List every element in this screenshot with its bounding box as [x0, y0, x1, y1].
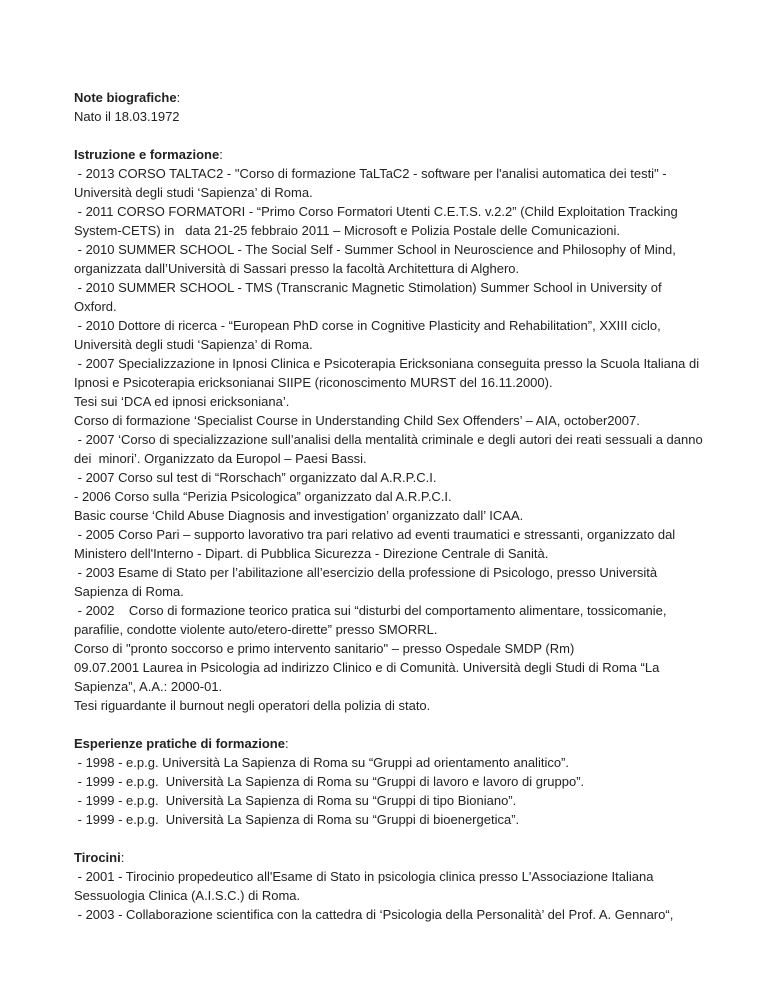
- heading-colon: :: [219, 147, 223, 162]
- text-line: - 2007 Corso sul test di “Rorschach” organizzato dal A.R.P.C.I.: [74, 470, 437, 485]
- text-line: - 1998 - e.p.g. Università La Sapienza di Roma su “Gruppi ad orientamento analitico”.: [74, 755, 569, 770]
- text-line: Nato il 18.03.1972: [74, 109, 180, 124]
- section-heading-text: Tirocini: [74, 850, 121, 865]
- section-heading-text: Istruzione e formazione: [74, 147, 220, 162]
- text-line: - 2003 - Collaborazione scientifica con la cattedra di ‘Psicologia della Personalità’ del Prof. A. Gennaro“,: [74, 907, 674, 922]
- text-line: - 1999 - e.p.g. Università La Sapienza di Roma su “Gruppi di tipo Bioniano”.: [74, 793, 517, 808]
- text-line: - 2007 ‘Corso di specializzazione sull’analisi della mentalità criminale e degli autori dei reati sessuali a danno dei minori’. Organizzato da Europol – Paesi Bassi.: [74, 432, 707, 466]
- text-line: - 2003 Esame di Stato per l’abilitazione all’esercizio della professione di Psicologo, presso Università Sapienza di Roma.: [74, 565, 661, 599]
- text-line: Tesi riguardante il burnout negli operatori della polizia di stato.: [74, 698, 431, 713]
- text-line: Corso di "pronto soccorso e primo intervento sanitario" – presso Ospedale SMDP (Rm): [74, 641, 575, 656]
- text-line: - 2006 Corso sulla “Perizia Psicologica” organizzato dal A.R.P.C.I.: [74, 489, 452, 504]
- section-heading: [74, 88, 704, 107]
- text-line: - 2010 SUMMER SCHOOL - TMS (Transcranic Magnetic Stimolation) Summer School in University of Oxford.: [74, 280, 666, 314]
- section-tirocini: [74, 848, 704, 924]
- section-esperienze-pratiche-di-formazione: [74, 734, 704, 829]
- text-line: - 2001 - Tirocinio propedeutico all'Esame di Stato in psicologia clinica presso L'Associazione Italiana Sessuologia Clinica (A.I.S.C.) di Roma.: [74, 869, 658, 903]
- text-line: Tesi sui ‘DCA ed ipnosi ericksoniana’.: [74, 394, 290, 409]
- text-line: - 1999 - e.p.g. Università La Sapienza di Roma su “Gruppi di lavoro e lavoro di gruppo”.: [74, 774, 585, 789]
- text-line: - 1999 - e.p.g. Università La Sapienza di Roma su “Gruppi di bioenergetica”.: [74, 812, 520, 827]
- section-note-biografiche: [74, 88, 704, 126]
- section-heading: [74, 734, 704, 753]
- text-line: - 2002 Corso di formazione teorico pratica sui “disturbi del comportamento alimentare, tossicomanie, parafilie, condotte violente auto/etero-dirette” presso SMORRL.: [74, 603, 671, 637]
- text-line: - 2011 CORSO FORMATORI - “Primo Corso Formatori Utenti C.E.T.S. v.2.2” (Child Exploitation Tracking System-CETS) in data 21-25 febbraio 2011 – Microsoft e Polizia Postale delle Comunicazioni.: [74, 204, 682, 238]
- section-heading: [74, 848, 704, 867]
- text-line: - 2010 SUMMER SCHOOL - The Social Self - Summer School in Neuroscience and Philosophy of Mind, organizzata dall’Università di Sassari presso la facoltà Architettura di Alghero.: [74, 242, 680, 276]
- text-line: 09.07.2001 Laurea in Psicologia ad indirizzo Clinico e di Comunità. Università degli Studi di Roma “La Sapienza”, A.A.: 2000-01.: [74, 660, 663, 694]
- section-istruzione-e-formazione: [74, 145, 707, 715]
- text-line: - 2007 Specializzazione in Ipnosi Clinica e Psicoterapia Ericksoniana conseguita presso la Scuola Italiana di Ipnosi e Psicoterapia ericksonianai SIIPE (riconoscimento MURST del 16.11.2000).: [74, 356, 703, 390]
- section-heading-text: Esperienze pratiche di formazione: [74, 736, 285, 751]
- heading-colon: :: [176, 90, 181, 105]
- document-page: [74, 88, 707, 943]
- section-heading-text: Note biografiche: [74, 90, 177, 105]
- section-heading: [74, 145, 704, 164]
- text-line: - 2010 Dottore di ricerca - “European PhD corse in Cognitive Plasticity and Rehabilitation”, XXIII ciclo, Università degli studi ‘Sapienza’ di Roma.: [74, 318, 665, 352]
- text-line: - 2005 Corso Pari – supporto lavorativo tra pari relativo ad eventi traumatici e stressanti, organizzato dal Ministero dell'Interno - Dipart. di Pubblica Sicurezza - Direzione Centrale di Sanità.: [74, 527, 679, 561]
- text-line: - 2013 CORSO TALTAC2 - "Corso di formazione TaLTaC2 - software per l'analisi automatica dei testi" - Università degli studi ‘Sapienza’ di Roma.: [74, 166, 671, 200]
- heading-colon: :: [284, 736, 289, 751]
- text-line: Basic course ‘Child Abuse Diagnosis and investigation’ organizzato dall’ ICAA.: [74, 508, 524, 523]
- heading-colon: :: [120, 850, 125, 865]
- text-line: Corso di formazione ‘Specialist Course in Understanding Child Sex Offenders’ – AIA, october2007.: [74, 413, 640, 428]
